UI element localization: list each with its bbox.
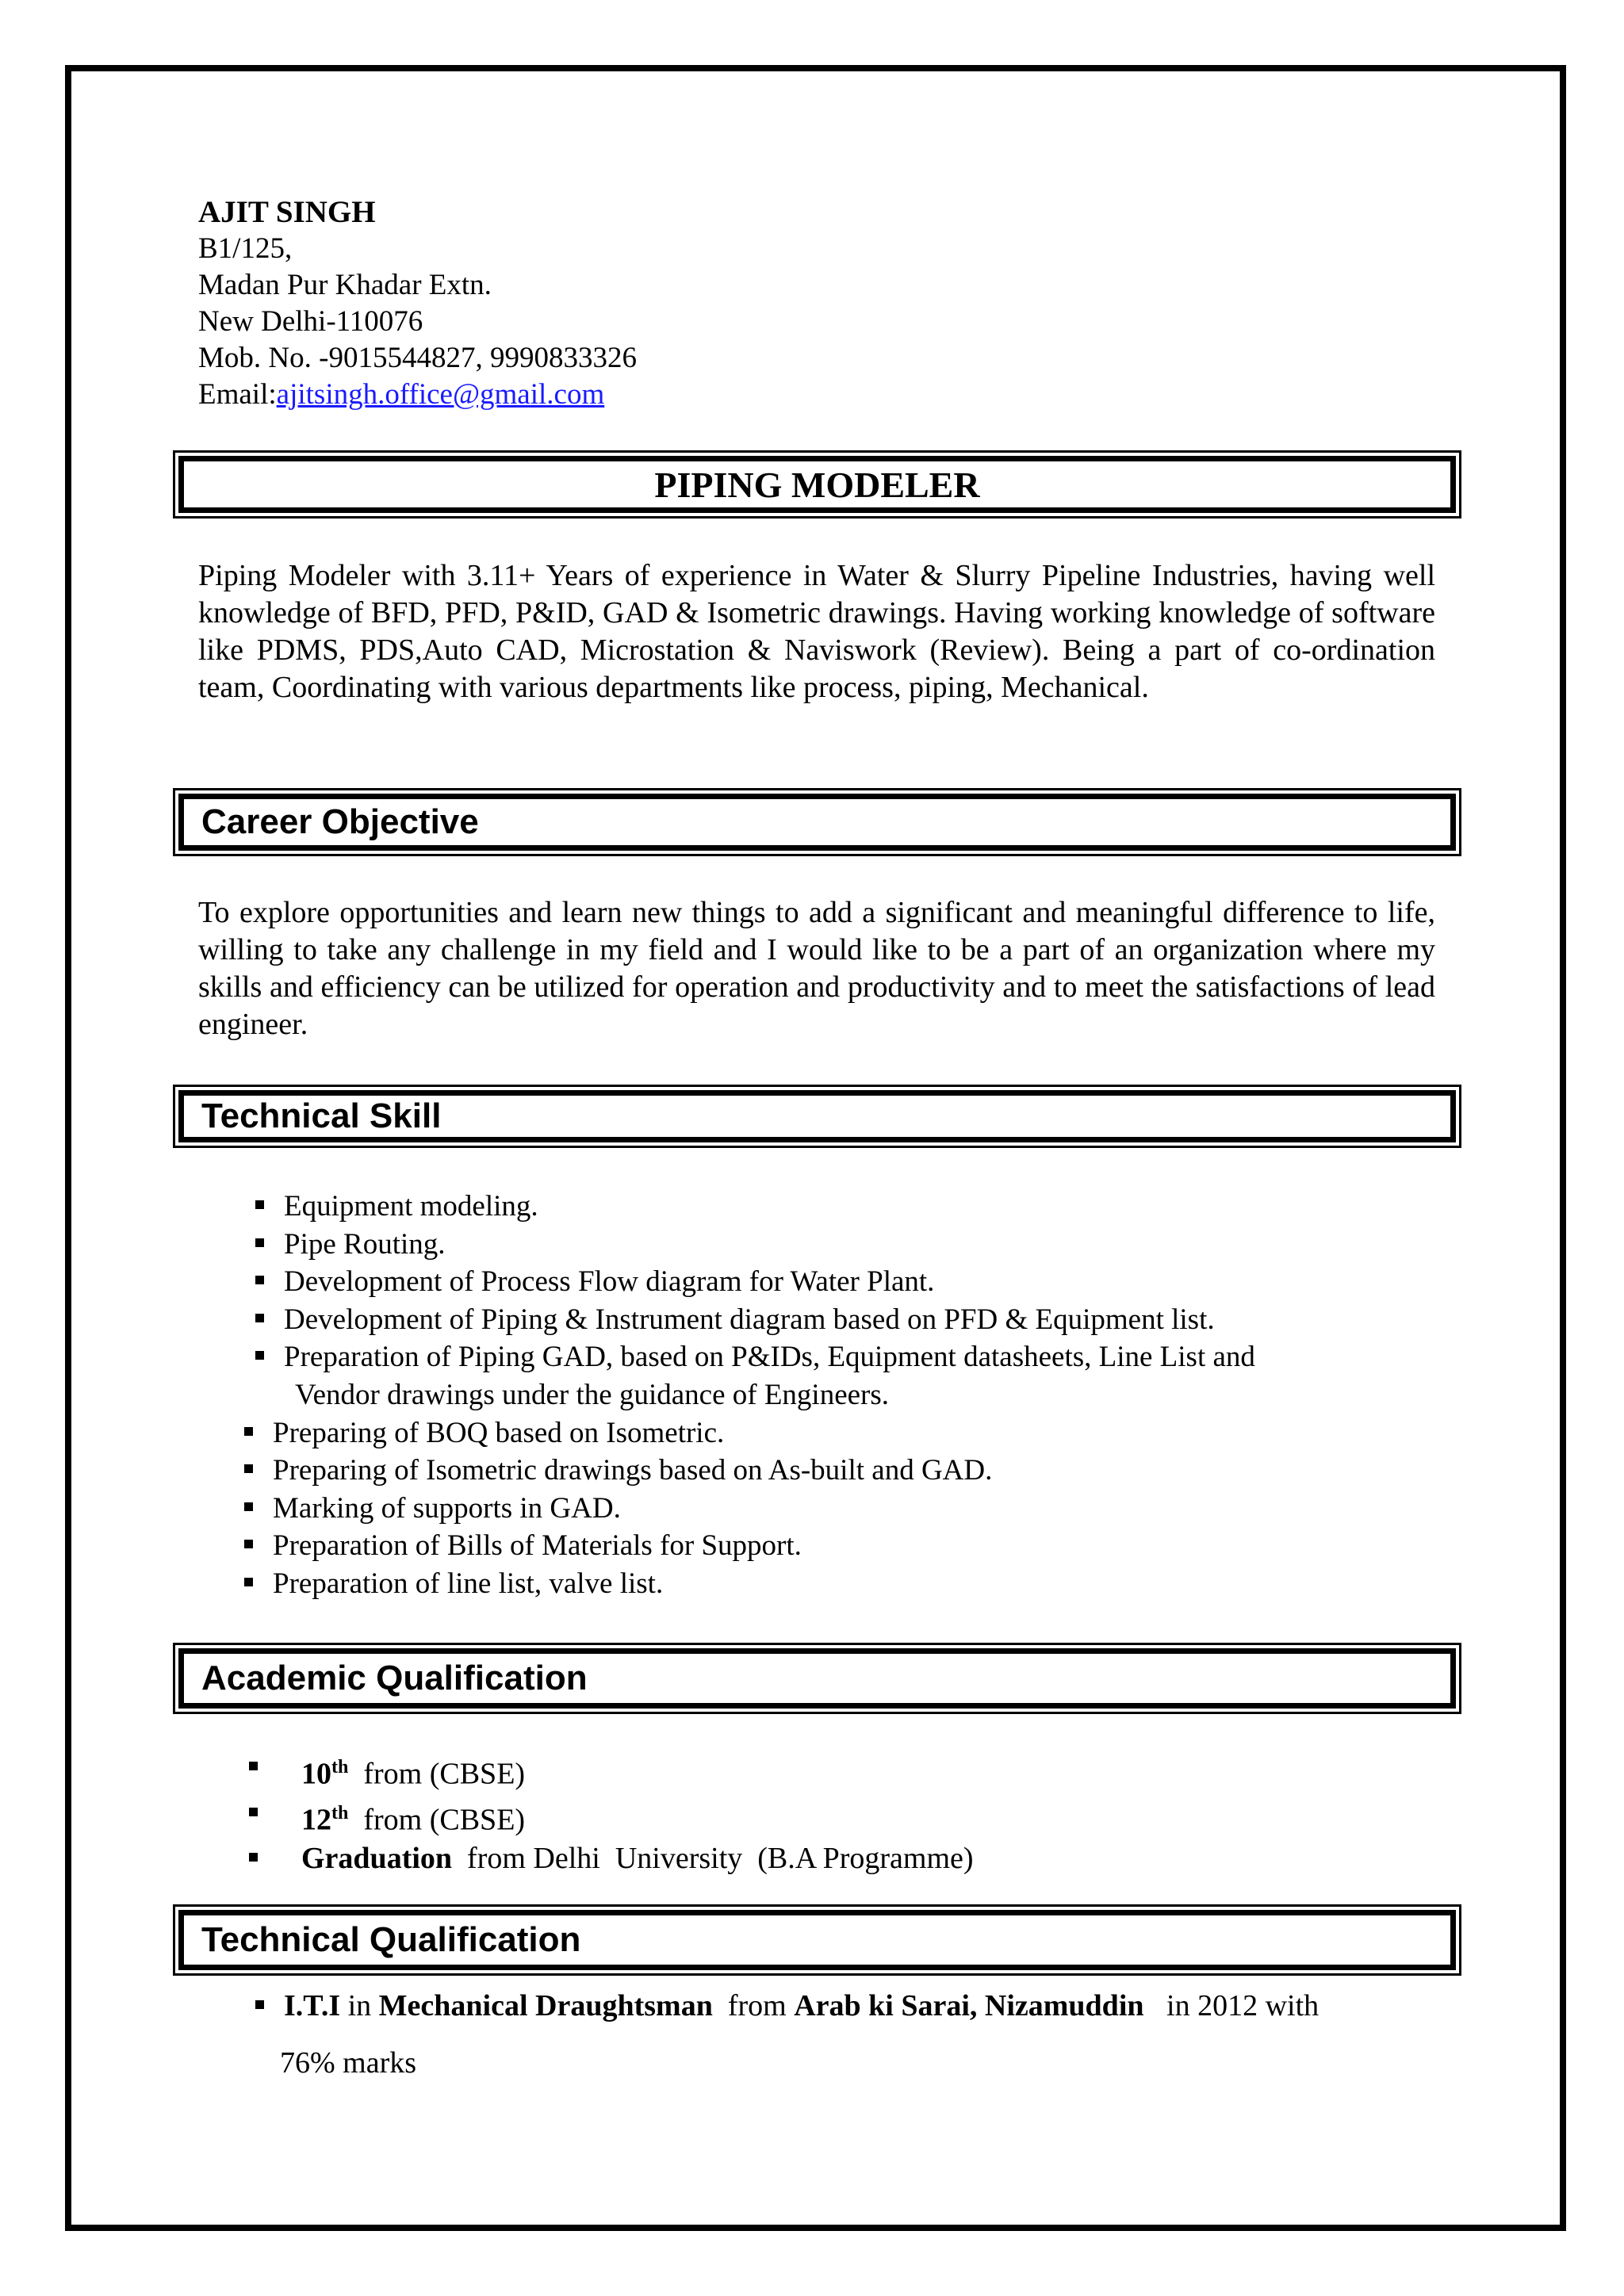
list-item: Graduation from Delhi University (B.A Programme) <box>246 1839 974 1878</box>
technical-qualification-item: I.T.I in Mechanical Draughtsman from Arab ki Sarai, Nizamuddin in 2012 with 76% marks <box>252 1986 1442 2083</box>
bullet-icon <box>244 1464 253 1473</box>
list-item: 10th from (CBSE) <box>246 1748 974 1794</box>
bullet-icon <box>255 1351 264 1360</box>
bullet-icon <box>244 1578 253 1586</box>
email-row <box>198 377 637 413</box>
academic-qualification-box <box>173 1643 1461 1714</box>
candidate-name: AJIT SINGH <box>198 195 376 229</box>
bullet-icon <box>244 1540 253 1548</box>
bullet-icon <box>249 1853 258 1862</box>
list-item: Preparation of line list, valve list. <box>241 1565 1442 1603</box>
address-line-3: New Delhi-110076 <box>198 305 423 338</box>
skills-list <box>252 1188 1442 1603</box>
bullet-icon <box>255 1200 264 1209</box>
academic-qualification-heading: Academic Qualification <box>178 1648 1456 1709</box>
bullet-icon <box>244 1502 253 1511</box>
list-item: Development of Process Flow diagram for Water Plant. <box>252 1263 1442 1301</box>
page-title: PIPING MODELER <box>178 456 1456 513</box>
bullet-icon <box>244 1427 253 1436</box>
email-label: Email: <box>198 378 277 411</box>
address-line-1: B1/125, <box>198 232 293 265</box>
career-objective-box <box>173 788 1461 856</box>
list-item: 12th from (CBSE) <box>246 1794 974 1840</box>
list-item: Equipment modeling. <box>252 1188 1442 1226</box>
bullet-icon <box>249 1808 258 1816</box>
list-item: Preparation of Bills of Materials for Support. <box>241 1527 1442 1565</box>
bullet-icon <box>255 1238 264 1247</box>
list-item: Preparing of Isometric drawings based on As-built and GAD. <box>241 1452 1442 1490</box>
title-box <box>173 450 1461 519</box>
list-item-continuation: Vendor drawings under the guidance of Engineers. <box>295 1378 890 1411</box>
list-item: Preparation of Piping GAD, based on P&IDs, Equipment datasheets, Line List and <box>252 1338 1442 1376</box>
list-item: Marking of supports in GAD. <box>241 1490 1442 1528</box>
mobile-number: Mob. No. -9015544827, 9990833326 <box>198 342 637 374</box>
list-item: Development of Piping & Instrument diagram based on PFD & Equipment list. <box>252 1301 1442 1339</box>
address-line-2: Madan Pur Khadar Extn. <box>198 269 492 301</box>
academic-list <box>246 1748 974 1878</box>
technical-qualification-heading: Technical Qualification <box>178 1910 1456 1970</box>
bullet-icon <box>249 1762 258 1770</box>
list-item: Pipe Routing. <box>252 1226 1442 1264</box>
email-link[interactable]: ajitsingh.office@gmail.com <box>276 378 605 411</box>
career-objective-heading: Career Objective <box>178 794 1456 851</box>
technical-skill-heading: Technical Skill <box>178 1090 1456 1142</box>
technical-qualification-box <box>173 1904 1461 1976</box>
bullet-icon <box>255 2000 264 2009</box>
career-objective-text: To explore opportunities and learn new things to add a significant and meaningful difference to life, willing to take any challenge in my field and I would like to be a part of an organization where my skills and efficiency can be utilized for operation and productivity and to meet the satisfactions of lead engineer. <box>198 896 1435 1041</box>
bullet-icon <box>255 1276 264 1284</box>
summary-paragraph: Piping Modeler with 3.11+ Years of experience in Water & Slurry Pipeline Industries, having well knowledge of BFD, PFD, P&ID, GAD & Isometric drawings. Having working knowledge of software like PDMS, PDS,Auto CAD, Microstation & Naviswork (Review). Being a part of co-ordination team, Coordinating with various departments like process, piping, Mechanical. <box>198 559 1435 704</box>
bullet-icon <box>255 1314 264 1322</box>
list-item: Preparing of BOQ based on Isometric. <box>241 1414 1442 1452</box>
contact-block <box>198 194 637 413</box>
technical-skill-box <box>173 1085 1461 1148</box>
